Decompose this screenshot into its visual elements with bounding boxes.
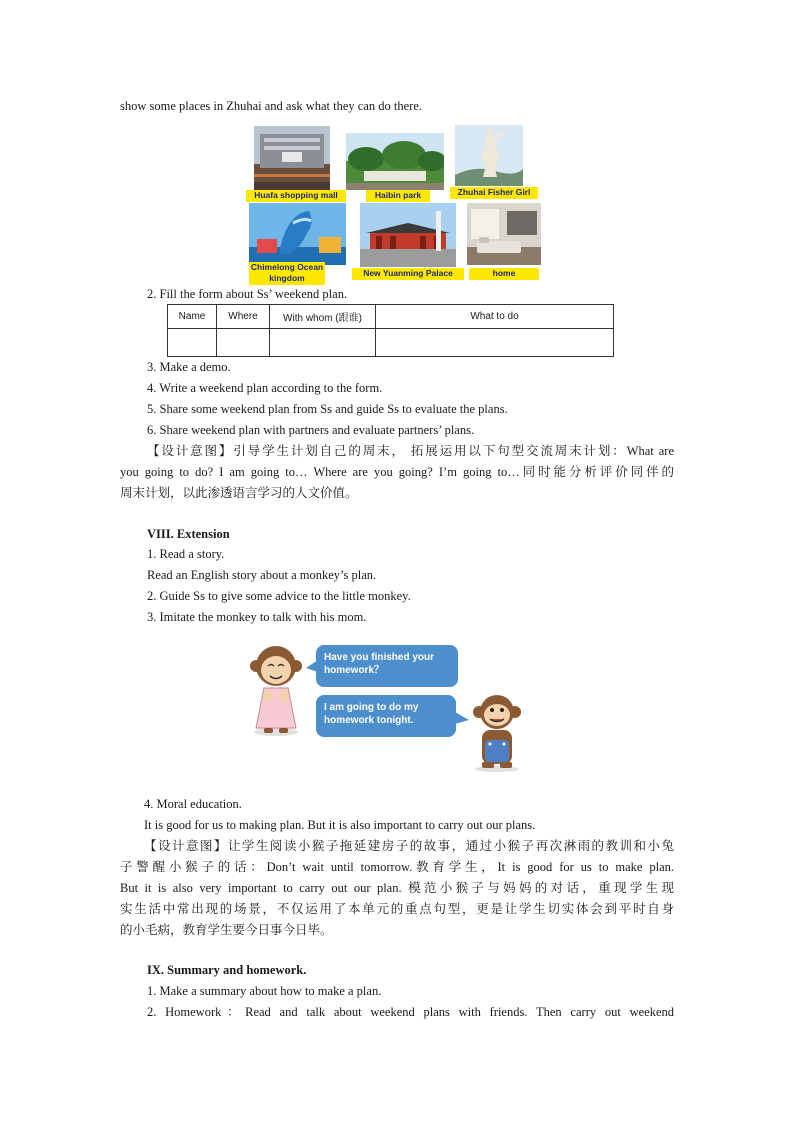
form-header-with-whom: With whom (跟谁) bbox=[270, 305, 376, 329]
bubble-tail-icon bbox=[306, 660, 318, 672]
extension-item: 1. Read a story. bbox=[147, 547, 225, 561]
chimelong-photo bbox=[249, 203, 346, 265]
form-header-what-to-do: What to do bbox=[376, 305, 614, 329]
form-header-name: Name bbox=[168, 305, 217, 329]
intro-text: show some places in Zhuhai and ask what they can do there. bbox=[120, 99, 422, 113]
moral-text: It is good for us to making plan. But it is also important to carry out our plans. bbox=[144, 818, 536, 832]
design-intent-2-line-3: But it is also very important to carry out our plan. 模范小猴子与妈妈的对话，重现学生现 bbox=[120, 881, 674, 895]
step-6-text: 6. Share weekend plan with partners and evaluate partners’ plans. bbox=[147, 423, 475, 437]
design-intent-1-line-1: 【设计意图】引导学生计划自己的周末， 拓展运用以下句型交流周末计划：What are bbox=[147, 444, 674, 458]
place-label-chimelong: Chimelong Ocean kingdom bbox=[250, 262, 324, 283]
extension-item: 2. Guide Ss to give some advice to the little monkey. bbox=[147, 589, 411, 603]
summary-item-1: 1. Make a summary about how to make a plan. bbox=[147, 984, 382, 998]
form-cell[interactable] bbox=[168, 329, 217, 357]
design-intent-1-line-3: 周末计划，以此渗透语言学习的人文价值。 bbox=[120, 486, 358, 500]
step-5-text: 5. Share some weekend plan from Ss and guide Ss to evaluate the plans. bbox=[147, 402, 508, 416]
fisher-girl-photo bbox=[455, 125, 523, 186]
place-label-fisher-girl: Zhuhai Fisher Girl bbox=[450, 187, 538, 199]
extension-item: 3. Imitate the monkey to talk with his mom. bbox=[147, 610, 367, 624]
summary-heading: IX. Summary and homework. bbox=[147, 963, 307, 977]
place-label-home: home bbox=[469, 268, 539, 280]
design-intent-2-line-5: 的小毛病，教育学生要今日事今日毕。 bbox=[120, 923, 333, 937]
mom-monkey-illustration bbox=[246, 640, 306, 736]
form-cell[interactable] bbox=[376, 329, 614, 357]
design-intent-2-line-1: 【设计意图】让学生阅读小猴子拖延建房子的故事，通过小猴子再次淋雨的教训和小兔 bbox=[144, 839, 674, 853]
design-intent-1-line-2: you going to do? I am going to… Where are you going? I’m going to…同时能分析评价同伴的 bbox=[120, 465, 674, 479]
son-speech-bubble bbox=[316, 695, 456, 737]
mom-speech-text: Have you finished your homework？ bbox=[324, 652, 435, 676]
step-2-text: 2. Fill the form about Ss’ weekend plan. bbox=[147, 287, 348, 301]
place-label-haibin: Haibin park bbox=[366, 190, 430, 202]
extension-item: Read an English story about a monkey’s plan. bbox=[147, 568, 377, 582]
step-3-text: 3. Make a demo. bbox=[147, 360, 231, 374]
form-header-where: Where bbox=[217, 305, 270, 329]
yuanming-palace-photo bbox=[360, 203, 456, 267]
summary-item-2: 2. Homework：Read and talk about weekend plans with friends. Then carry out weekend bbox=[147, 1005, 674, 1019]
mom-speech-bubble bbox=[316, 645, 458, 687]
design-intent-2-line-4: 实生活中常出现的场景，不仅运用了本单元的重点句型，更是让学生切实体会到平时自身 bbox=[120, 902, 674, 916]
extension-heading: VIII. Extension bbox=[147, 527, 230, 541]
design-intent-2-line-2: 子警醒小猴子的话：Don’t wait until tomorrow.教育学生，It is good for us to make plan. bbox=[120, 860, 674, 874]
place-label-huafa: Huafa shopping mall bbox=[246, 190, 346, 202]
son-monkey-illustration bbox=[468, 690, 526, 772]
place-label-yuanming: New Yuanming Palace bbox=[352, 268, 464, 280]
haibin-park-photo bbox=[346, 133, 444, 190]
bubble-tail-icon bbox=[455, 712, 469, 724]
son-speech-text: I am going to do my homework tonight. bbox=[324, 702, 419, 726]
huafa-mall-photo bbox=[254, 126, 330, 190]
moral-heading: 4. Moral education. bbox=[144, 797, 242, 811]
form-cell[interactable] bbox=[217, 329, 270, 357]
weekend-plan-form bbox=[167, 304, 614, 357]
step-4-text: 4. Write a weekend plan according to the form. bbox=[147, 381, 383, 395]
form-cell[interactable] bbox=[270, 329, 376, 357]
home-photo bbox=[467, 203, 541, 265]
